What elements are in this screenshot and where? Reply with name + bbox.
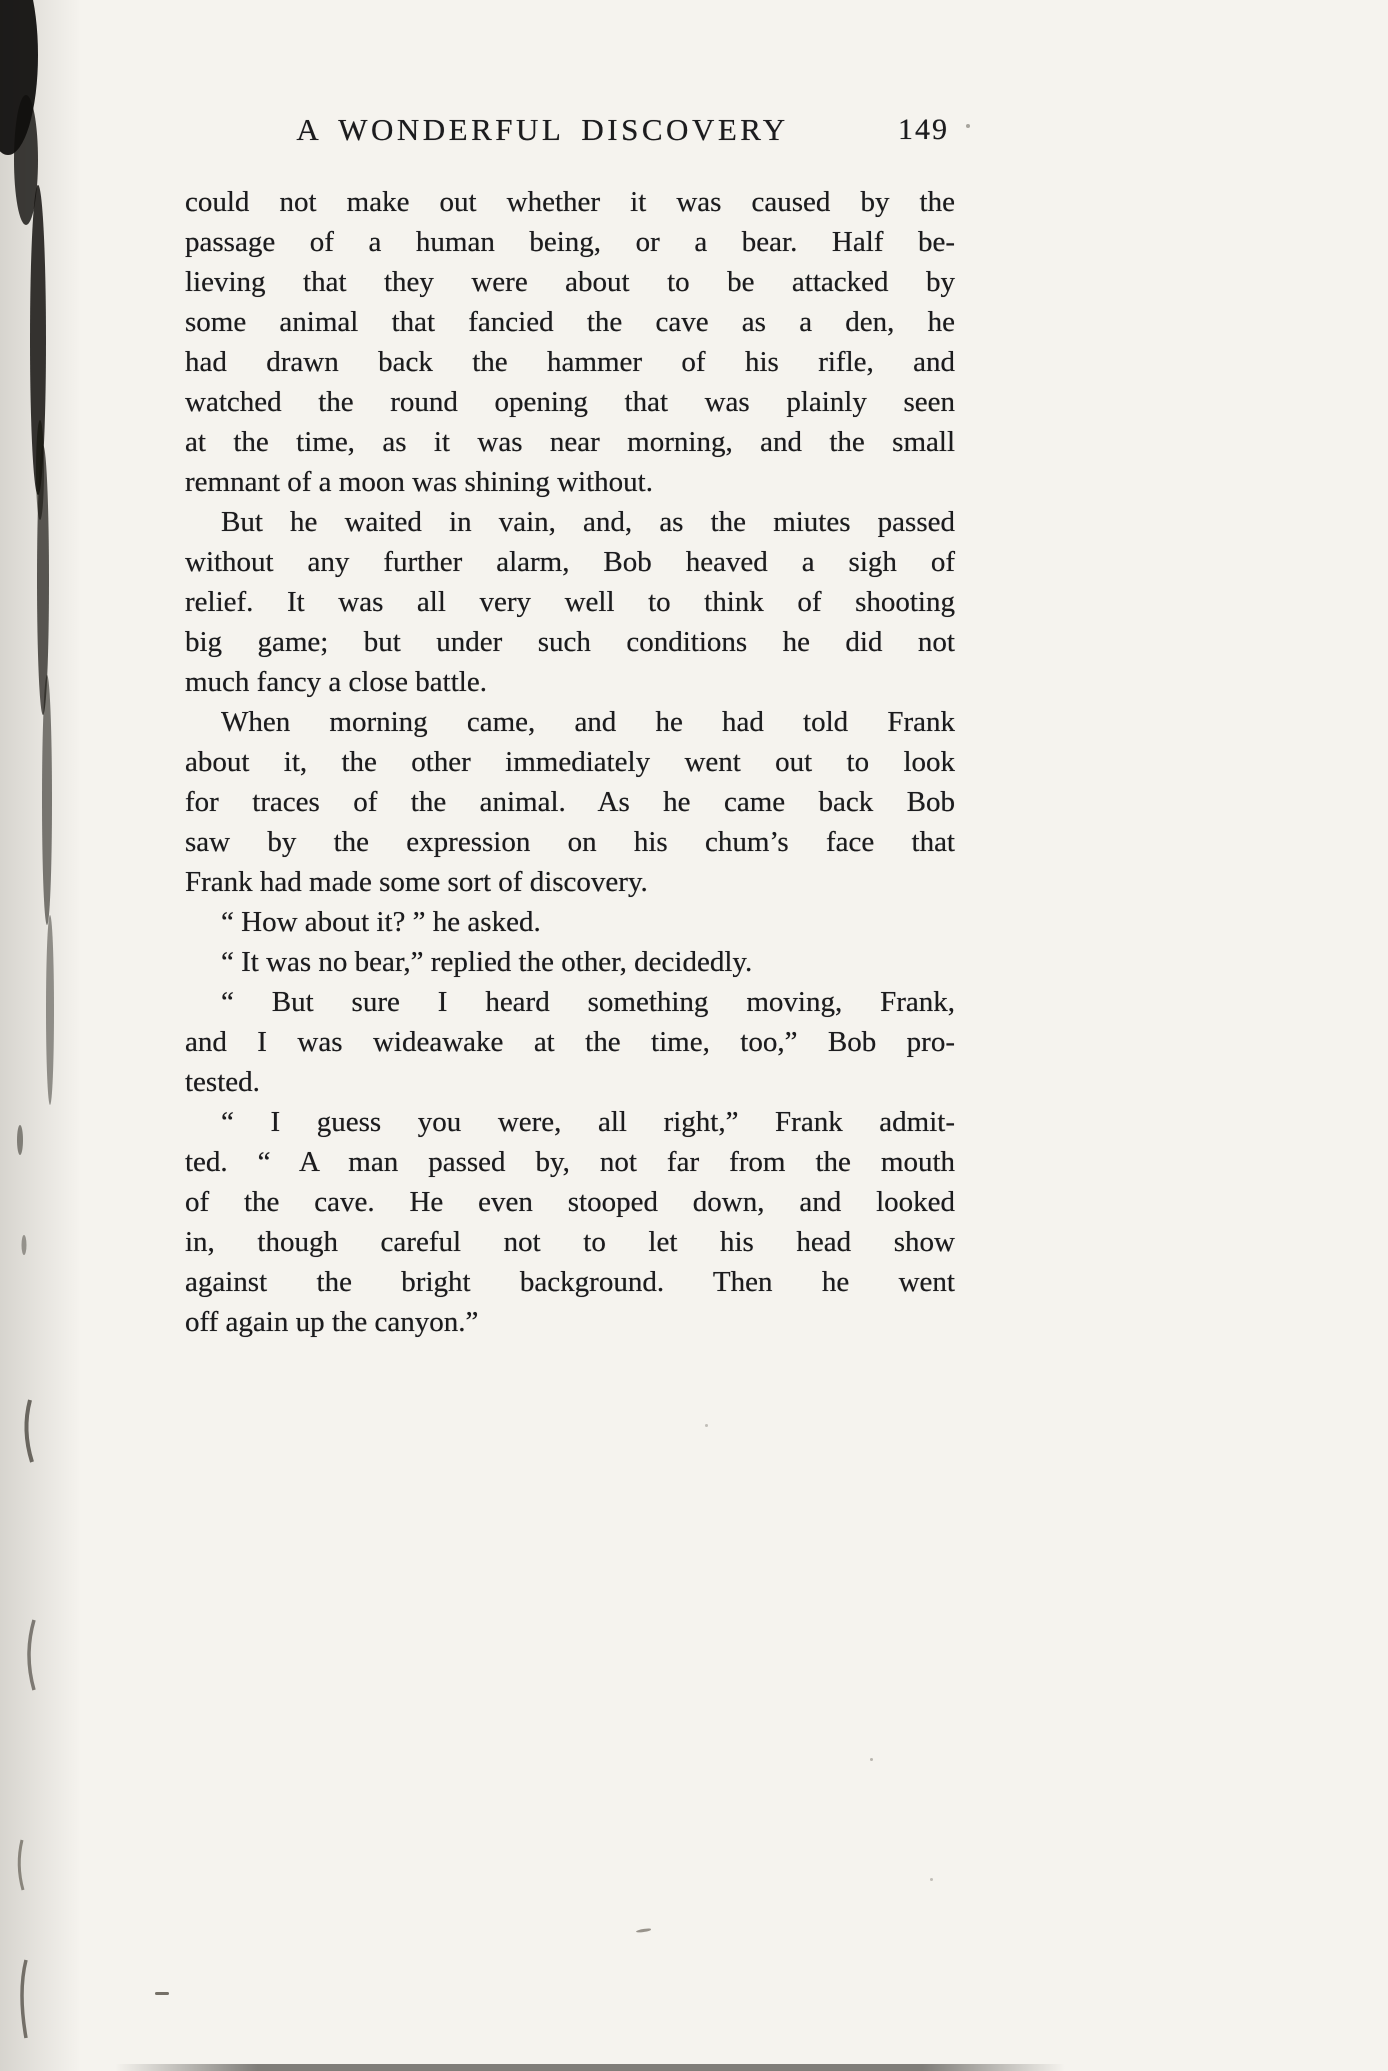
text-line: much fancy a close battle. [185,666,487,698]
text-line: in, though careful not to let his head show [185,1226,955,1258]
scan-artifact [155,1992,169,1995]
text-line: against the bright background. Then he went [185,1266,955,1298]
scan-artifact [636,1928,651,1933]
text-line: without any further alarm, Bob heaved a sigh of [185,546,955,578]
text-line: for traces of the animal. As he came back Bob [185,786,955,818]
text-line: relief. It was all very well to think of shooting [185,586,955,618]
text-line: “ It was no bear,” replied the other, decidedly. [221,946,753,978]
paragraph [185,902,955,942]
text-line: some animal that fancied the cave as a den, he [185,306,955,338]
text-line: and I was wideawake at the time, too,” Bob pro- [185,1026,955,1058]
binding-ink-marks [0,0,110,2071]
text-line: about it, the other immediately went out to look [185,746,955,778]
paragraph [185,942,955,982]
text-line: ted. “ A man passed by, not far from the mouth [185,1146,955,1178]
text-line: could not make out whether it was caused by the [185,186,955,218]
text-line: of the cave. He even stooped down, and looked [185,1186,955,1218]
text-line: lieving that they were about to be attacked by [185,266,955,298]
page-number: 149 [898,113,949,146]
text-line: “ How about it? ” he asked. [221,906,541,938]
text-line: off again up the canyon.” [185,1306,479,1338]
scan-artifact [930,1878,933,1881]
scan-artifact [705,1424,708,1427]
text-line: had drawn back the hammer of his rifle, and [185,346,955,378]
text-line: tested. [185,1066,260,1098]
text-block [185,182,955,1342]
text-line: saw by the expression on his chum’s face that [185,826,955,858]
text-line: at the time, as it was near morning, and the small [185,426,955,458]
text-line: passage of a human being, or a bear. Half be- [185,226,955,258]
paragraph [185,1102,955,1342]
text-line: remnant of a moon was shining without. [185,466,653,498]
page-edge-shadow [115,2064,1065,2071]
text-line: big game; but under such conditions he did not [185,626,955,658]
text-line: “ I guess you were, all right,” Frank admit- [221,1106,955,1138]
text-line: But he waited in vain, and, as the miutes passed [221,506,955,538]
text-line: When morning came, and he had told Frank [221,706,955,738]
text-line: Frank had made some sort of discovery. [185,866,648,898]
paragraph [185,502,955,702]
paragraph [185,982,955,1102]
running-title: A WONDERFUL DISCOVERY [296,112,789,147]
text-line: “ But sure I heard something moving, Frank, [221,986,955,1018]
paragraph [185,182,955,502]
page-header [185,112,955,156]
scan-artifact [870,1758,873,1761]
scan-artifact [966,124,970,128]
text-line: watched the round opening that was plainly seen [185,386,955,418]
paragraph [185,702,955,902]
